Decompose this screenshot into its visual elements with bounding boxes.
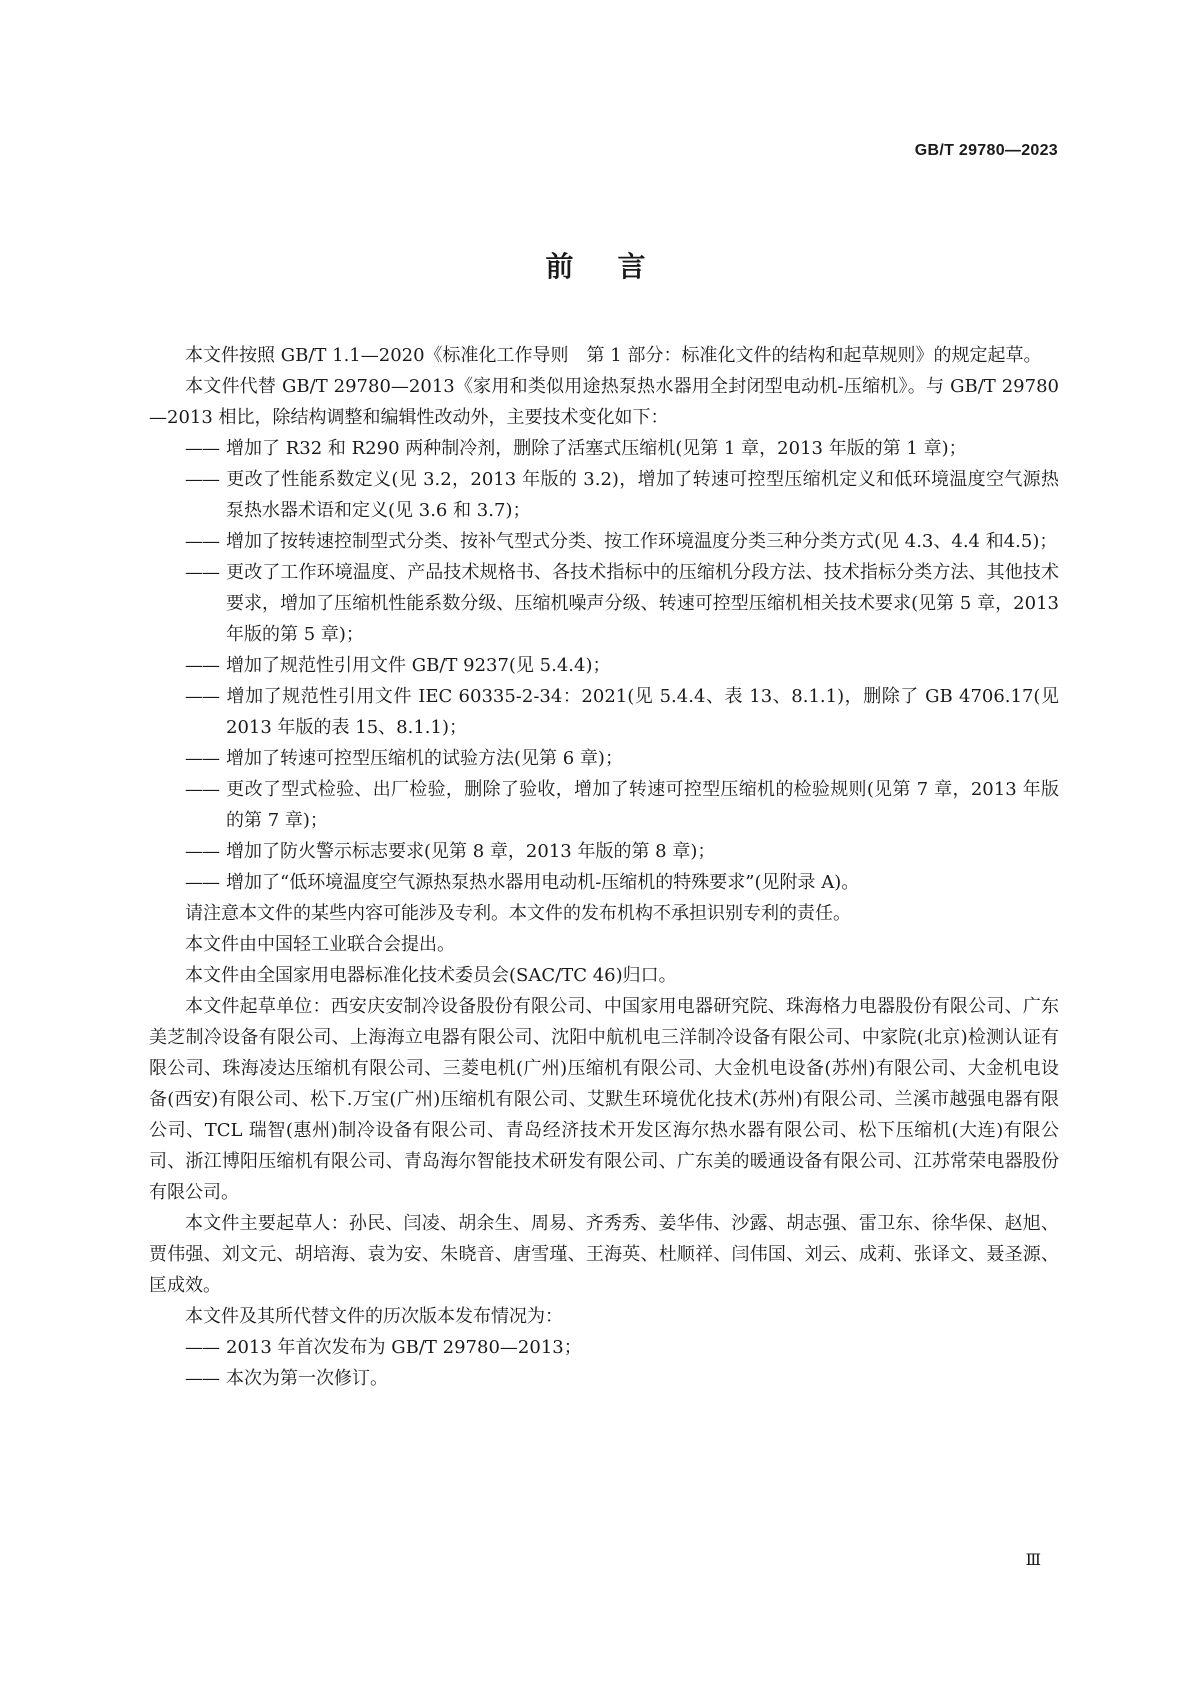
list-item [185, 433, 1059, 464]
dash-marker: —— [185, 841, 219, 862]
list-item [185, 1363, 1059, 1394]
list-item [185, 1332, 1059, 1363]
dash-marker: —— [185, 655, 219, 676]
page-number: Ⅲ [1025, 1550, 1041, 1569]
paragraph-drafters: 本文件主要起草人：孙民、闫凌、胡余生、周易、齐秀秀、姜华伟、沙露、胡志强、雷卫东、徐华保、赵旭、贾伟强、刘文元、胡培海、袁为安、朱晓音、唐雪瑾、王海英、杜顺祥、闫伟国、刘云、成莉、张译文、聂圣源、匡成效。 [149, 1213, 1059, 1296]
list-item-text: 增加了规范性引用文件 GB/T 9237(见 5.4.4)； [226, 655, 611, 676]
dash-marker: —— [185, 438, 219, 459]
dash-marker: —— [185, 469, 219, 490]
dash-marker: —— [185, 1368, 219, 1389]
paragraph-version-history: 本文件及其所代替文件的历次版本发布情况为： [185, 1306, 563, 1327]
list-item-text: 增加了防火警示标志要求(见第 8 章，2013 年版的第 8 章)； [226, 841, 716, 862]
list-item-text: 增加了规范性引用文件 IEC 60335-2-34：2021(见 5.4.4、表 13、8.1.1)，删除了 GB 4706.17(见 2013 年版的表 15、8.1.1)； [226, 686, 1059, 738]
standard-number: GB/T 29780—2023 [914, 142, 1058, 159]
list-item [185, 836, 1059, 867]
paragraph-patent-notice: 请注意本文件的某些内容可能涉及专利。本文件的发布机构不承担识别专利的责任。 [185, 903, 851, 924]
list-item [185, 774, 1059, 836]
foreword-body [149, 340, 1059, 1394]
list-item [185, 526, 1059, 557]
paragraph-proposer: 本文件由中国轻工业联合会提出。 [185, 934, 455, 955]
dash-marker: —— [185, 686, 219, 707]
list-item-text: 增加了“低环境温度空气源热泵热水器用电动机-压缩机的特殊要求”(见附录 A)。 [226, 872, 860, 893]
paragraph-drafting-rules: 本文件按照 GB/T 1.1—2020《标准化工作导则 第 1 部分：标准化文件的结构和起草规则》的规定起草。 [185, 345, 1042, 366]
dash-marker: —— [185, 1337, 219, 1358]
paragraph-replacement-statement: 本文件代替 GB/T 29780—2013《家用和类似用途热泵热水器用全封闭型电动机-压缩机》。与 GB/T 29780—2013 相比，除结构调整和编辑性改动外，主要技术变化如下： [149, 376, 1059, 428]
dash-marker: —— [185, 872, 219, 893]
list-item [185, 650, 1059, 681]
list-item [185, 681, 1059, 743]
list-item-text: 更改了型式检验、出厂检验，删除了验收，增加了转速可控型压缩机的检验规则(见第 7 章，2013 年版的第 7 章)； [226, 779, 1059, 831]
list-item-text: 增加了按转速控制型式分类、按补气型式分类、按工作环境温度分类三种分类方式(见 4.3、4.4 和4.5)； [226, 531, 1058, 552]
change-list [149, 433, 1059, 898]
dash-marker: —— [185, 748, 219, 769]
page-title: 前言 [545, 250, 690, 283]
list-item [185, 743, 1059, 774]
list-item-text: 2013 年首次发布为 GB/T 29780—2013； [226, 1337, 582, 1358]
list-item [185, 557, 1059, 650]
list-item-text: 本次为第一次修订。 [226, 1368, 388, 1389]
paragraph-drafting-units: 本文件起草单位：西安庆安制冷设备股份有限公司、中国家用电器研究院、珠海格力电器股份有限公司、广东美芝制冷设备有限公司、上海海立电器有限公司、沈阳中航机电三洋制冷设备有限公司、中家院(北京)检测认证有限公司、珠海凌达压缩机有限公司、三菱电机(广州)压缩机有限公司、大金机电设备(苏州)有限公司、大金机电设备(西安)有限公司、松下.万宝(广州)压缩机有限公司、艾默生环境优化技术(苏州)有限公司、兰溪市越强电器有限公司、TCL 瑞智(惠州)制冷设备有限公司、青岛经济技术开发区海尔热水器有限公司、松下压缩机(大连)有限公司、浙江博阳压缩机有限公司、青岛海尔智能技术研发有限公司、广东美的暖通设备有限公司、江苏常荣电器股份有限公司。 [149, 996, 1059, 1203]
history-list [149, 1332, 1059, 1394]
dash-marker: —— [185, 779, 219, 800]
dash-marker: —— [185, 531, 219, 552]
paragraph-committee: 本文件由全国家用电器标准化技术委员会(SAC/TC 46)归口。 [185, 965, 677, 986]
dash-marker: —— [185, 562, 219, 583]
list-item-text: 增加了转速可控型压缩机的试验方法(见第 6 章)； [226, 748, 623, 769]
list-item [185, 867, 1059, 898]
list-item-text: 更改了性能系数定义(见 3.2，2013 年版的 3.2)，增加了转速可控型压缩机定义和低环境温度空气源热泵热水器术语和定义(见 3.6 和 3.7)； [226, 469, 1059, 521]
list-item-text: 更改了工作环境温度、产品技术规格书、各技术指标中的压缩机分段方法、技术指标分类方法、其他技术要求，增加了压缩机性能系数分级、压缩机噪声分级、转速可控型压缩机相关技术要求(见第 5 章，2013 年版的第 5 章)； [226, 562, 1059, 645]
list-item [185, 464, 1059, 526]
list-item-text: 增加了 R32 和 R290 两种制冷剂，删除了活塞式压缩机(见第 1 章，2013 年版的第 1 章)； [226, 438, 967, 459]
